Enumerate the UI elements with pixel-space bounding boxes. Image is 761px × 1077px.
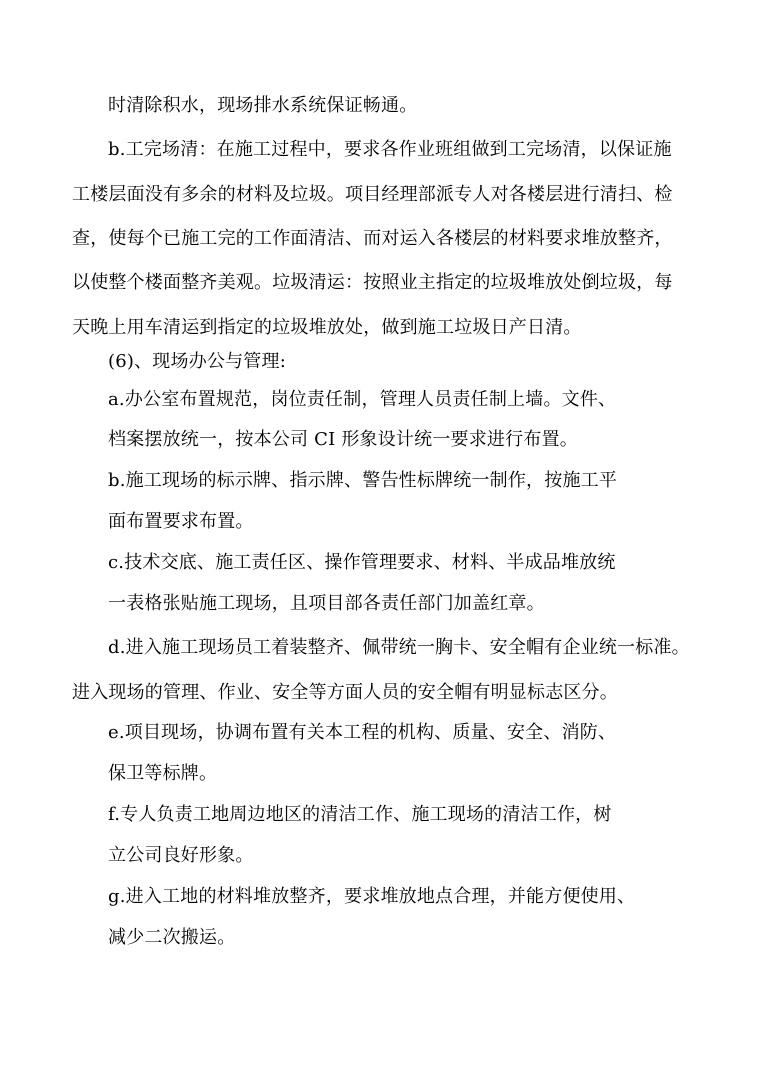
text-line: b.施工现场的标示牌、指示牌、警告性标牌统一制作，按施工平 — [108, 470, 618, 491]
text-line: g.进入工地的材料堆放整齐，要求堆放地点合理，并能方便使用、 — [108, 886, 636, 907]
text-line: 工楼层面没有多余的材料及垃圾。项目经理部派专人对各楼层进行清扫、检 — [72, 184, 673, 205]
text-line: 以使整个楼面整齐美观。垃圾清运：按照业主指定的垃圾堆放处倒垃圾，每 — [72, 272, 673, 293]
text-line: b.工完场清：在施工过程中，要求各作业班组做到工完场清，以保证施 — [108, 139, 672, 160]
text-line: 进入现场的管理、作业、安全等方面人员的安全帽有明显标志区分。 — [72, 682, 618, 703]
text-line: 一表格张贴施工现场，且项目部各责任部门加盖红章。 — [108, 593, 545, 614]
text-line: 时清除积水，现场排水系统保证畅通。 — [108, 95, 418, 116]
text-line: 档案摆放统一，按本公司 CI 形象设计统一要求进行布置。 — [108, 429, 578, 450]
text-line: c.技术交底、施工责任区、操作管理要求、材料、半成品堆放统 — [108, 552, 616, 573]
text-line: e.项目现场，协调布置有关本工程的机构、质量、安全、消防、 — [108, 722, 617, 743]
text-line: 保卫等标牌。 — [108, 763, 218, 784]
text-line: 查，使每个已施工完的工作面清洁、而对运入各楼层的材料要求堆放整齐， — [72, 228, 673, 249]
text-line: 天晚上用车清运到指定的垃圾堆放处，做到施工垃圾日产日清。 — [72, 317, 582, 338]
text-line: f.专人负责工地周边地区的清洁工作、施工现场的清洁工作，树 — [108, 804, 612, 825]
text-line: 立公司良好形象。 — [108, 845, 254, 866]
text-line: 面布置要求布置。 — [108, 511, 254, 532]
section-heading: (6)、现场办公与管理: — [108, 351, 286, 372]
text-line: 减少二次搬运。 — [108, 927, 236, 948]
text-line: a.办公室布置规范，岗位责任制，管理人员责任制上墙。文件、 — [108, 389, 617, 410]
text-line: d.进入施工现场员工着装整齐、佩带统一胸卡、安全帽有企业统一标准。 — [108, 637, 690, 658]
